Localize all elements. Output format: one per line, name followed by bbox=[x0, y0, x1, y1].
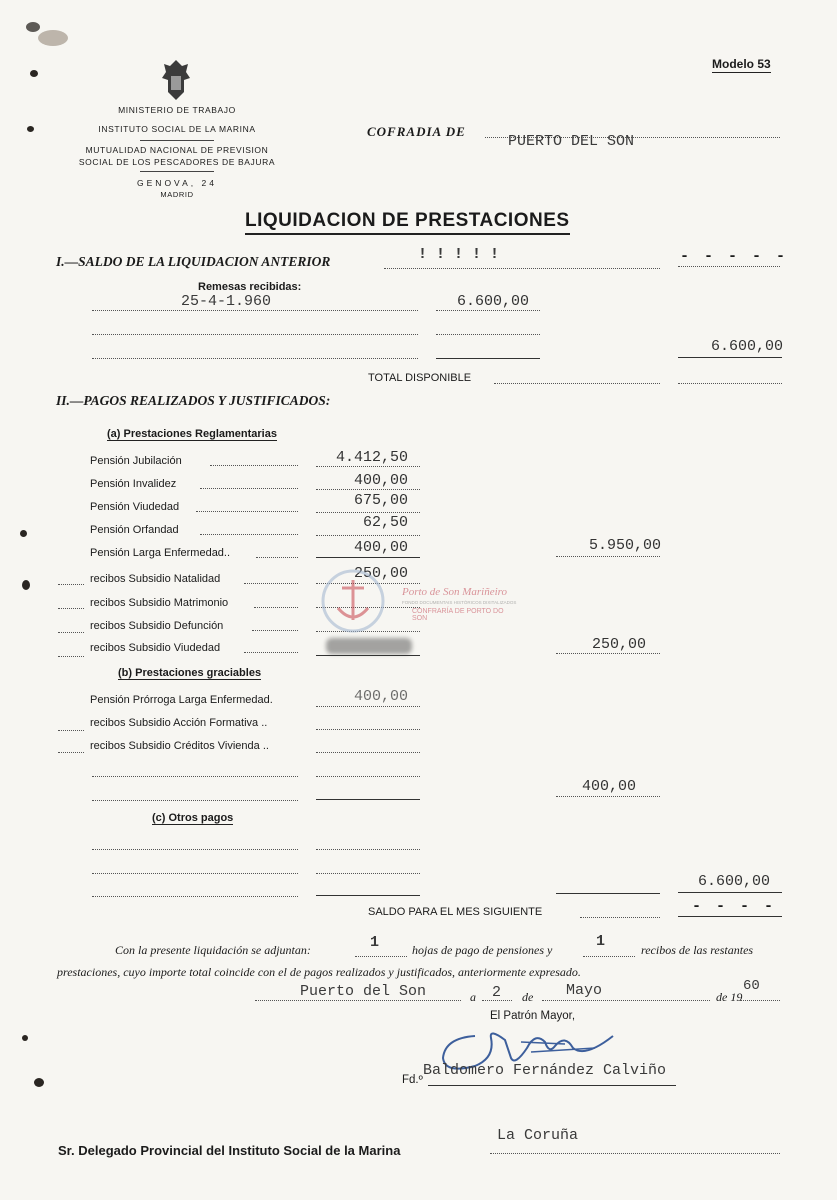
count-blank bbox=[58, 608, 84, 609]
stamp-org: CONFRARÍA DE PORTO DO SON bbox=[412, 608, 504, 622]
row-value-line bbox=[316, 873, 420, 874]
addressee: Sr. Delegado Provincial del Instituto Social de la Marina bbox=[58, 1143, 401, 1158]
addressee-line bbox=[490, 1153, 780, 1154]
count-blank bbox=[58, 730, 84, 731]
section-1-label: I.—SALDO DE LA LIQUIDACION ANTERIOR bbox=[56, 254, 331, 269]
section-c-title: (c) Otros pagos bbox=[152, 812, 234, 824]
saldo-rule bbox=[678, 916, 782, 917]
burn-stain bbox=[22, 580, 30, 590]
anchor-icon bbox=[320, 568, 386, 634]
recibos-line bbox=[583, 956, 635, 957]
subtotal-line bbox=[556, 556, 660, 557]
section-2-label: II.—PAGOS REALIZADOS Y JUSTIFICADOS: bbox=[56, 393, 331, 408]
remesa-amount: 6.600,00 bbox=[456, 293, 529, 310]
year-line bbox=[740, 1000, 780, 1001]
remesas-label: Remesas recibidas: bbox=[198, 281, 302, 293]
day-value: 2 bbox=[492, 984, 502, 1001]
address: GENOVA, 24 bbox=[137, 178, 217, 188]
count-blank bbox=[58, 752, 84, 753]
row-label: Pensión Orfandad bbox=[90, 524, 179, 536]
total-disponible-line bbox=[494, 383, 660, 384]
saldo-line bbox=[580, 917, 660, 918]
row-label: recibos Subsidio Matrimonio bbox=[90, 597, 229, 609]
row-value-line bbox=[316, 655, 420, 656]
hojas-count: 1 bbox=[370, 934, 380, 951]
row-label: Pensión Viudedad bbox=[90, 501, 180, 513]
row-value: 675,00 bbox=[353, 492, 408, 509]
stamp-subtitle: FONDO DOCUMENTAIS HISTÓRICOS DIXITALIZADOS bbox=[402, 600, 517, 605]
fdo-label: Fd.º bbox=[402, 1074, 423, 1086]
row-leader bbox=[254, 607, 298, 608]
signer-name: Baldomero Fernández Calviño bbox=[423, 1062, 667, 1079]
row-value-line bbox=[316, 799, 420, 800]
row-value-line bbox=[316, 557, 420, 558]
city: MADRID bbox=[160, 190, 194, 199]
blank-line bbox=[92, 896, 298, 897]
row-label: recibos Subsidio Acción Formativa .. bbox=[90, 717, 268, 729]
count-blank bbox=[58, 584, 84, 585]
row-value-line bbox=[316, 849, 420, 850]
remesa-line bbox=[92, 358, 418, 359]
burn-stain bbox=[26, 22, 40, 32]
blank-line bbox=[92, 776, 298, 777]
month-line bbox=[542, 1000, 710, 1001]
row-value-line bbox=[316, 752, 420, 753]
year-prefix: de 19 bbox=[716, 990, 743, 1004]
row-leader bbox=[196, 511, 298, 512]
blank-line bbox=[92, 800, 298, 801]
blank-line bbox=[92, 873, 298, 874]
burn-stain bbox=[30, 70, 38, 77]
row-leader bbox=[200, 488, 298, 489]
cofradia-label: COFRADIA DE bbox=[367, 124, 466, 139]
mutual-line-1: MUTUALIDAD NACIONAL DE PREVISION bbox=[85, 145, 269, 155]
saldo-value: - - - - bbox=[692, 898, 777, 915]
row-value: 400,00 bbox=[353, 472, 408, 489]
section-1-value: - - - - - bbox=[680, 248, 789, 265]
subtotal-a-1: 5.950,00 bbox=[588, 537, 661, 554]
header-divider bbox=[140, 140, 214, 141]
row-label: recibos Subsidio Créditos Vivienda .. bbox=[90, 740, 269, 752]
row-label: recibos Subsidio Viudedad bbox=[90, 642, 221, 654]
remesa-sum: 6.600,00 bbox=[710, 338, 783, 355]
cofradia-value: PUERTO DEL SON bbox=[508, 133, 635, 150]
date-a: a bbox=[470, 990, 476, 1004]
subtotal-b: 400,00 bbox=[581, 778, 636, 795]
addressee-place: La Coruña bbox=[497, 1127, 579, 1144]
ministry-name: MINISTERIO DE TRABAJO bbox=[118, 105, 236, 115]
archive-stamp bbox=[320, 566, 520, 636]
coat-of-arms-icon bbox=[160, 58, 192, 102]
row-value: 250,00 bbox=[353, 565, 408, 582]
remesa-amount-line bbox=[436, 310, 540, 311]
date-de: de bbox=[522, 990, 534, 1004]
row-value-line bbox=[316, 466, 420, 467]
remesa-sum-rule bbox=[678, 357, 782, 358]
closing-text-1: Con la presente liquidación se adjuntan: bbox=[115, 943, 311, 957]
header-divider bbox=[140, 171, 214, 172]
remesa-amount-line bbox=[436, 334, 540, 335]
row-value-line bbox=[316, 729, 420, 730]
section-1-marks: ! ! ! ! ! bbox=[418, 246, 500, 263]
hojas-line bbox=[355, 956, 407, 957]
row-leader bbox=[200, 534, 298, 535]
stamp-title: Porto de Son Mariñeiro bbox=[402, 586, 507, 598]
row-leader bbox=[252, 630, 298, 631]
subtotal-line bbox=[556, 893, 660, 894]
count-blank bbox=[58, 656, 84, 657]
burn-stain bbox=[22, 1035, 28, 1041]
row-label: Pensión Prórroga Larga Enfermedad. bbox=[90, 694, 273, 706]
row-value-line bbox=[316, 535, 420, 536]
total-disponible-label: TOTAL DISPONIBLE bbox=[368, 372, 472, 384]
subtotal-line bbox=[556, 796, 660, 797]
subtotal-a-2: 250,00 bbox=[591, 636, 646, 653]
closing-text-4: prestaciones, cuyo importe total coincide con el de pagos realizados y justificados, anteriormente expresado. bbox=[57, 965, 581, 979]
burn-stain bbox=[38, 30, 68, 46]
section-b-title: (b) Prestaciones graciables bbox=[118, 667, 262, 679]
month-value: Mayo bbox=[566, 982, 603, 999]
row-leader bbox=[256, 557, 298, 558]
remesa-line bbox=[92, 334, 418, 335]
row-value: 62,50 bbox=[362, 514, 408, 531]
row-value-line bbox=[316, 512, 420, 513]
row-value-line bbox=[316, 706, 420, 707]
count-blank bbox=[58, 632, 84, 633]
row-value: 4.412,50 bbox=[335, 449, 408, 466]
institute-name: INSTITUTO SOCIAL DE LA MARINA bbox=[98, 124, 256, 134]
burn-stain bbox=[27, 126, 34, 132]
grand-total: 6.600,00 bbox=[697, 873, 770, 890]
section-1-line bbox=[384, 268, 660, 269]
row-leader bbox=[244, 652, 298, 653]
model-number: Modelo 53 bbox=[712, 57, 771, 71]
remesa-line bbox=[92, 310, 418, 311]
row-label: Pensión Larga Enfermedad.. bbox=[90, 547, 231, 559]
grand-total-rule bbox=[678, 892, 782, 893]
signer-line bbox=[428, 1085, 676, 1086]
subtotal-line bbox=[556, 653, 660, 654]
patron-label: El Patrón Mayor, bbox=[490, 1010, 576, 1022]
recibos-count: 1 bbox=[596, 933, 606, 950]
total-disponible-value-line bbox=[678, 383, 782, 384]
closing-text-2: hojas de pago de pensiones y bbox=[412, 943, 553, 957]
place-line bbox=[255, 1000, 461, 1001]
saldo-label: SALDO PARA EL MES SIGUIENTE bbox=[368, 906, 543, 918]
section-a-title: (a) Prestaciones Reglamentarias bbox=[107, 428, 277, 440]
section-1-value-line bbox=[678, 266, 780, 267]
row-label: Pensión Jubilación bbox=[90, 455, 182, 467]
remesa-sum-rule bbox=[436, 358, 540, 359]
place-value: Puerto del Son bbox=[300, 983, 427, 1000]
mutual-line-2: SOCIAL DE LOS PESCADORES DE BAJURA bbox=[78, 157, 276, 167]
year-suffix: 60 bbox=[743, 978, 760, 994]
row-label: Pensión Invalidez bbox=[90, 478, 177, 490]
row-value-line bbox=[316, 776, 420, 777]
row-value: 400,00 bbox=[353, 539, 408, 556]
burn-stain bbox=[20, 530, 27, 537]
row-leader bbox=[210, 465, 298, 466]
remesa-date: 25-4-1.960 bbox=[181, 293, 272, 310]
smudged-value bbox=[326, 638, 412, 654]
row-value: 400,00 bbox=[353, 688, 408, 705]
burn-stain bbox=[34, 1078, 44, 1087]
closing-text-3: recibos de las restantes bbox=[641, 943, 754, 957]
row-label: recibos Subsidio Natalidad bbox=[90, 573, 221, 585]
page-title: LIQUIDACION DE PRESTACIONES bbox=[245, 210, 570, 235]
blank-line bbox=[92, 849, 298, 850]
row-value-line bbox=[316, 489, 420, 490]
row-label: recibos Subsidio Defunción bbox=[90, 620, 224, 632]
row-leader bbox=[244, 583, 298, 584]
row-value-line bbox=[316, 895, 420, 896]
